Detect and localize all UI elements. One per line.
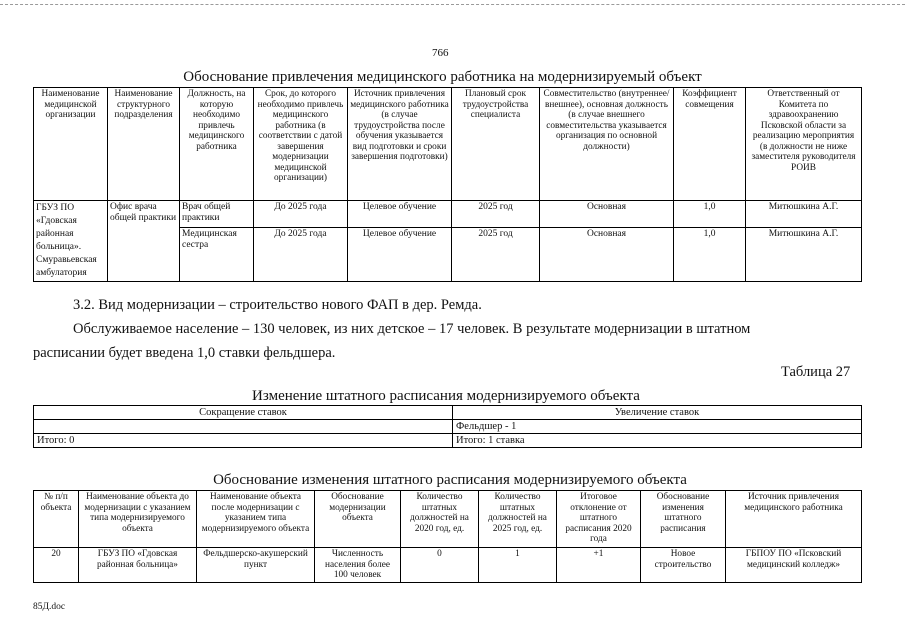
header-source: Источник привлечения медицинского работника (в случае трудоустройства после обучения указывается вид подготовки и сроки завершения подготовки) <box>348 88 452 201</box>
header-combination: Совместительство (внутреннее/внешнее), основная должность (в случае внешнего совместительства указывается организация по основной должности) <box>540 88 674 201</box>
table-row <box>34 434 862 448</box>
staff-attraction-table <box>33 87 862 282</box>
header-num: № п/п объекта <box>34 491 79 548</box>
table1-title: Обоснование привлечения медицинского работника на модернизируемый объект <box>183 69 702 85</box>
header-justification: Обоснование изменения штатного расписания <box>641 491 726 548</box>
footer-filename: 85Д.doc <box>33 602 66 612</box>
header-increase: Увеличение ставок <box>453 406 862 420</box>
scan-top-edge <box>0 4 905 5</box>
cell-justification: Новое строительство <box>641 548 726 583</box>
header-responsible <box>746 88 862 201</box>
cell-deadline: До 2025 года <box>254 228 348 282</box>
page-number: 766 <box>432 47 449 59</box>
header-count-2020: Количество штатных должностей на 2020 год, ед. <box>401 491 479 548</box>
cell-count-2025: 1 <box>479 548 557 583</box>
cell-combination: Основная <box>540 201 674 228</box>
cell-after: Фельдшерско-акушерский пункт <box>197 548 315 583</box>
cell-reason: Численность населения более 100 человек <box>315 548 401 583</box>
cell-source: Целевое обучение <box>348 228 452 282</box>
header-responsible-note: (в должности не ниже заместителя руководителя РОИВ <box>751 141 856 173</box>
paragraph-line-2: расписании будет введена 1,0 ставки фельдшера. <box>33 345 336 361</box>
paragraph-line-1: Обслуживаемое население – 130 человек, из них детское – 17 человек. В результате модернизации в штатном <box>73 321 751 337</box>
table3-title: Обоснование изменения штатного расписания модернизируемого объекта <box>213 472 687 488</box>
header-after: Наименование объекта после модернизации с указанием типа модернизируемого объекта <box>197 491 315 548</box>
cell-responsible: Митюшкина А.Г. <box>746 201 862 228</box>
total-increase: Итого: 1 ставка <box>453 434 862 448</box>
cell-unit: Офис врача общей практики <box>108 201 180 282</box>
header-coefficient: Коэффициент совмещения <box>674 88 746 201</box>
cell-source: Целевое обучение <box>348 201 452 228</box>
table-row <box>34 420 862 434</box>
header-source: Источник привлечения медицинского работника <box>726 491 862 548</box>
header-deviation: Итоговое отклонение от штатного расписания 2020 года <box>557 491 641 548</box>
header-unit: Наименование структурного подразделения <box>108 88 180 201</box>
staffing-change-table <box>33 405 862 448</box>
header-reduction: Сокращение ставок <box>34 406 453 420</box>
cell-reduction <box>34 420 453 434</box>
section-heading: 3.2. Вид модернизации – строительство нового ФАП в дер. Ремда. <box>73 297 482 313</box>
cell-num: 20 <box>34 548 79 583</box>
header-before: Наименование объекта до модернизации с указанием типа модернизируемого объекта <box>79 491 197 548</box>
cell-combination: Основная <box>540 228 674 282</box>
header-org: Наименование медицинской организации <box>34 88 108 201</box>
cell-deviation: +1 <box>557 548 641 583</box>
cell-before: ГБУЗ ПО «Гдовская районная больница» <box>79 548 197 583</box>
header-reason: Обоснование модернизации объекта <box>315 491 401 548</box>
cell-source: ГБПОУ ПО «Псковский медицинский колледж» <box>726 548 862 583</box>
table2-title: Изменение штатного расписания модернизируемого объекта <box>252 388 640 404</box>
header-planned-year: Плановый срок трудоустройства специалиста <box>452 88 540 201</box>
cell-year: 2025 год <box>452 201 540 228</box>
cell-year: 2025 год <box>452 228 540 282</box>
cell-org: ГБУЗ ПО «Гдовская районная больница». Смуравьевская амбулатория <box>34 201 108 282</box>
cell-coef: 1,0 <box>674 201 746 228</box>
cell-count-2020: 0 <box>401 548 479 583</box>
header-deadline: Срок, до которого необходимо привлечь медицинского работника (в соответствии с датой завершения модернизации медицинской организации) <box>254 88 348 201</box>
cell-responsible: Митюшкина А.Г. <box>746 228 862 282</box>
cell-position: Врач общей практики <box>180 201 254 228</box>
header-responsible-main: Ответственный от Комитета по здравоохранению Псковской области за реализацию мероприятия <box>752 89 855 141</box>
staffing-justification-table <box>33 490 862 583</box>
cell-deadline: До 2025 года <box>254 201 348 228</box>
header-position: Должность, на которую необходимо привлечь медицинского работника <box>180 88 254 201</box>
table-row <box>34 201 862 228</box>
header-count-2025: Количество штатных должностей на 2025 год, ед. <box>479 491 557 548</box>
cell-position: Медицинская сестра <box>180 228 254 282</box>
table-row <box>34 548 862 583</box>
table-label: Таблица 27 <box>781 364 851 380</box>
cell-coef: 1,0 <box>674 228 746 282</box>
cell-increase: Фельдшер - 1 <box>453 420 862 434</box>
total-reduction: Итого: 0 <box>34 434 453 448</box>
